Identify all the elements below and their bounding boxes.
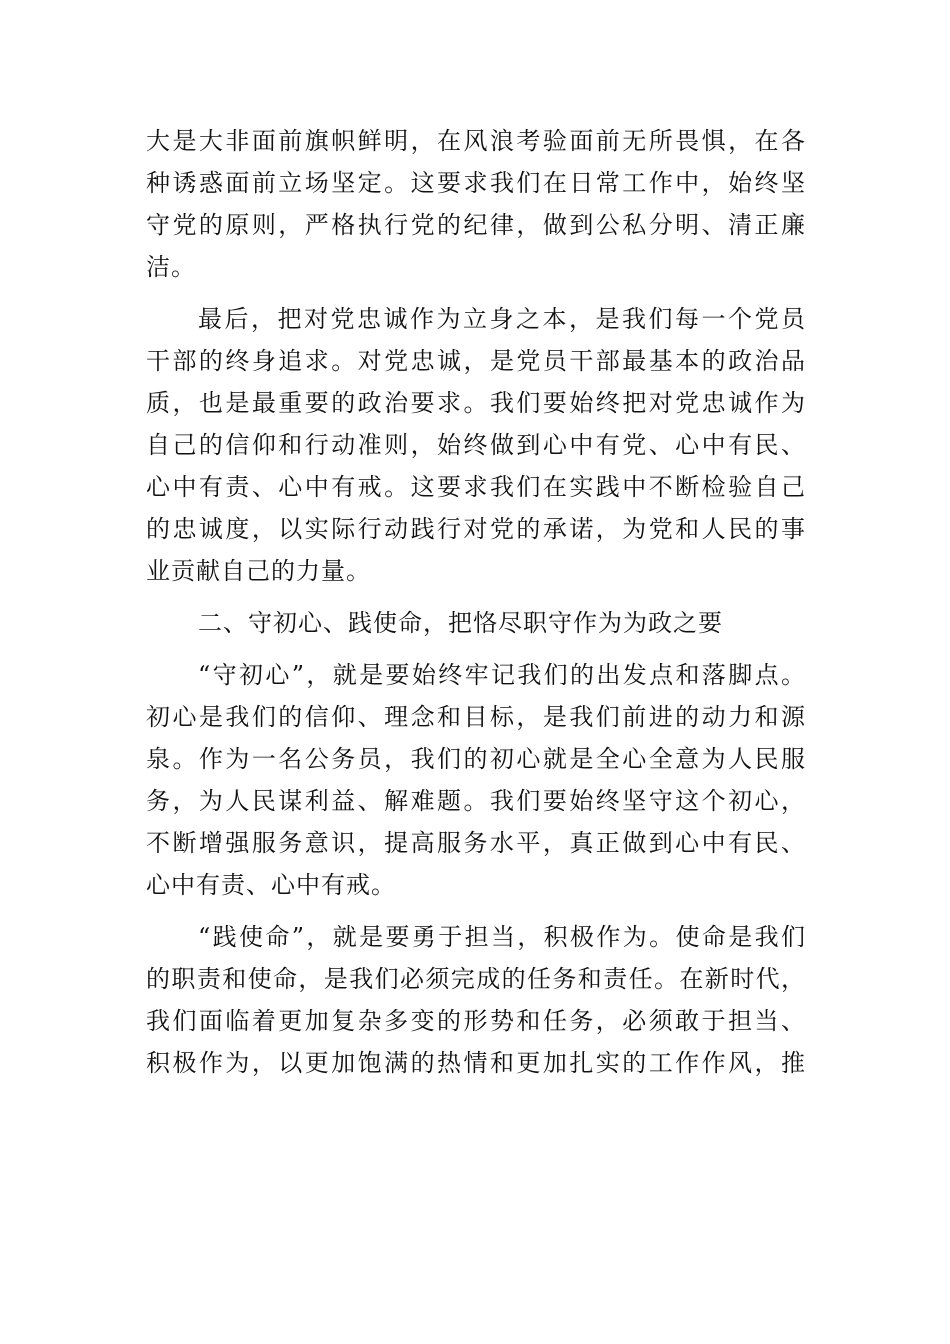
text-line: 自己的信仰和行动准则，始终做到心中有党、心中有民、 <box>146 431 806 459</box>
text-line: 质，也是最重要的政治要求。我们要始终把对党忠诚作为 <box>146 389 806 417</box>
text-line: 守党的原则，严格执行党的纪律，做到公私分明、清正廉 <box>146 211 806 239</box>
text-line: 的职责和使命，是我们必须完成的任务和责任。在新时代， <box>146 965 806 993</box>
text-line: 积极作为，以更加饱满的热情和更加扎实的工作作风，推 <box>146 1049 806 1077</box>
text-line: 心中有责、心中有戒。 <box>146 871 396 899</box>
text-line: 业贡献自己的力量。 <box>146 557 371 585</box>
text-line: 洁。 <box>146 253 196 281</box>
text-line: 不断增强服务意识，提高服务水平，真正做到心中有民、 <box>146 829 806 857</box>
text-line: “守初心”，就是要始终牢记我们的出发点和落脚点。 <box>198 661 806 689</box>
text-line: 大是大非面前旗帜鲜明，在风浪考验面前无所畏惧，在各 <box>146 127 806 155</box>
section-heading: 二、守初心、践使命，把恪尽职守作为为政之要 <box>198 609 723 637</box>
text-line: 心中有责、心中有戒。这要求我们在实践中不断检验自己 <box>146 473 806 501</box>
text-line: 我们面临着更加复杂多变的形势和任务，必须敢于担当、 <box>146 1007 806 1035</box>
text-line: “践使命”，就是要勇于担当，积极作为。使命是我们 <box>198 923 806 951</box>
text-line: 初心是我们的信仰、理念和目标，是我们前进的动力和源 <box>146 703 806 731</box>
text-line: 泉。作为一名公务员，我们的初心就是全心全意为人民服 <box>146 745 806 773</box>
text-line: 务，为人民谋利益、解难题。我们要始终坚守这个初心， <box>146 787 806 815</box>
text-line: 干部的终身追求。对党忠诚，是党员干部最基本的政治品 <box>146 347 806 375</box>
text-line: 的忠诚度，以实际行动践行对党的承诺，为党和人民的事 <box>146 515 806 543</box>
text-line: 最后，把对党忠诚作为立身之本，是我们每一个党员 <box>198 305 806 333</box>
text-line: 种诱惑面前立场坚定。这要求我们在日常工作中，始终坚 <box>146 169 806 197</box>
